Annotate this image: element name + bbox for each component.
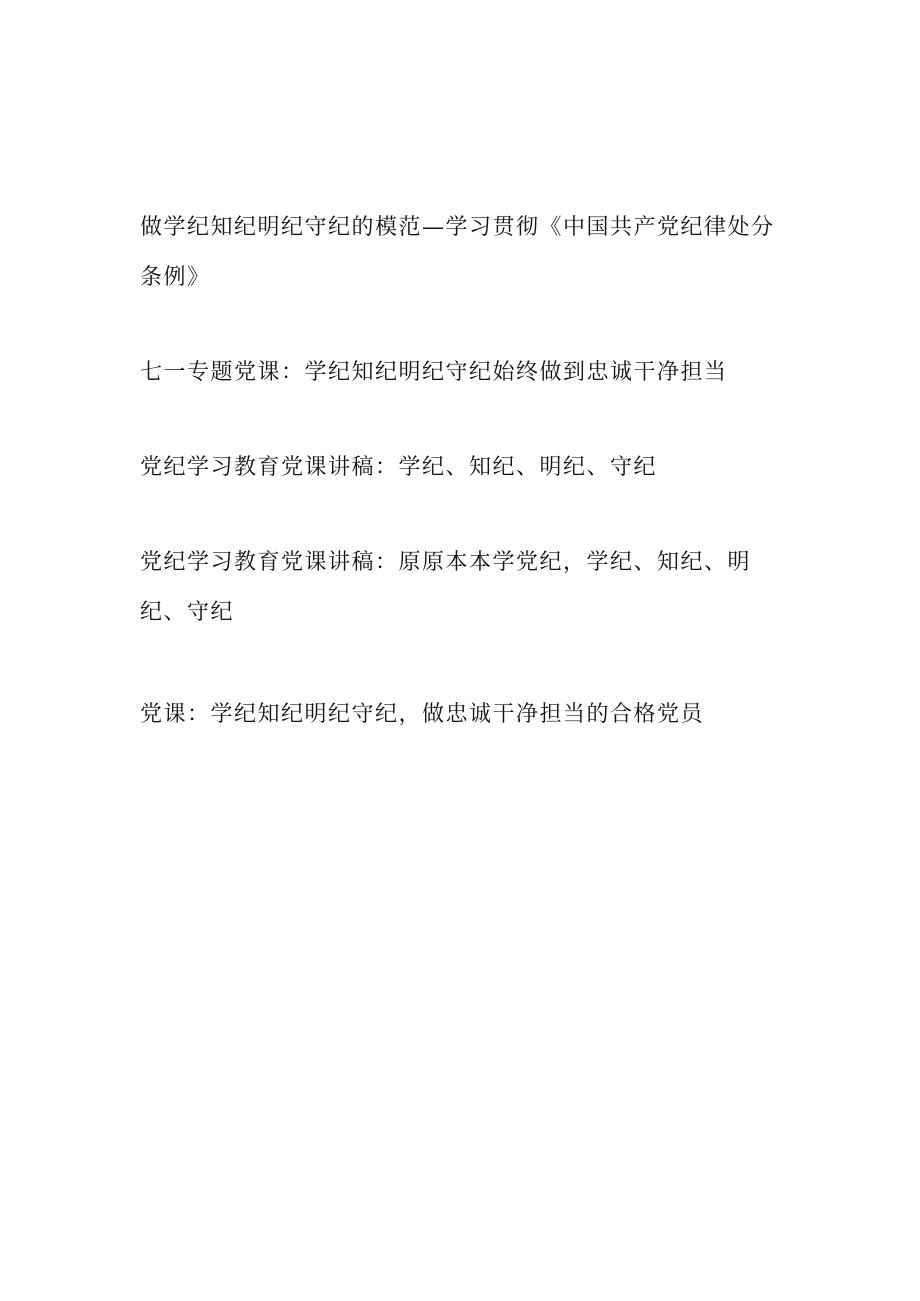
document-title-2: 七一专题党课：学纪知纪明纪守纪始终做到忠诚干净担当: [140, 360, 728, 385]
document-title-4: 党纪学习教育党课讲稿：原原本本学党纪，学纪、知纪、明纪、守纪: [140, 550, 752, 625]
document-title-1: 做学纪知纪明纪守纪的模范—学习贯彻《中国共产党纪律处分条例》: [140, 215, 775, 290]
document-title-5: 党课：学纪知纪明纪守纪，做忠诚干净担当的合格党员: [140, 702, 705, 727]
document-title-3: 党纪学习教育党课讲稿：学纪、知纪、明纪、守纪: [140, 455, 658, 480]
